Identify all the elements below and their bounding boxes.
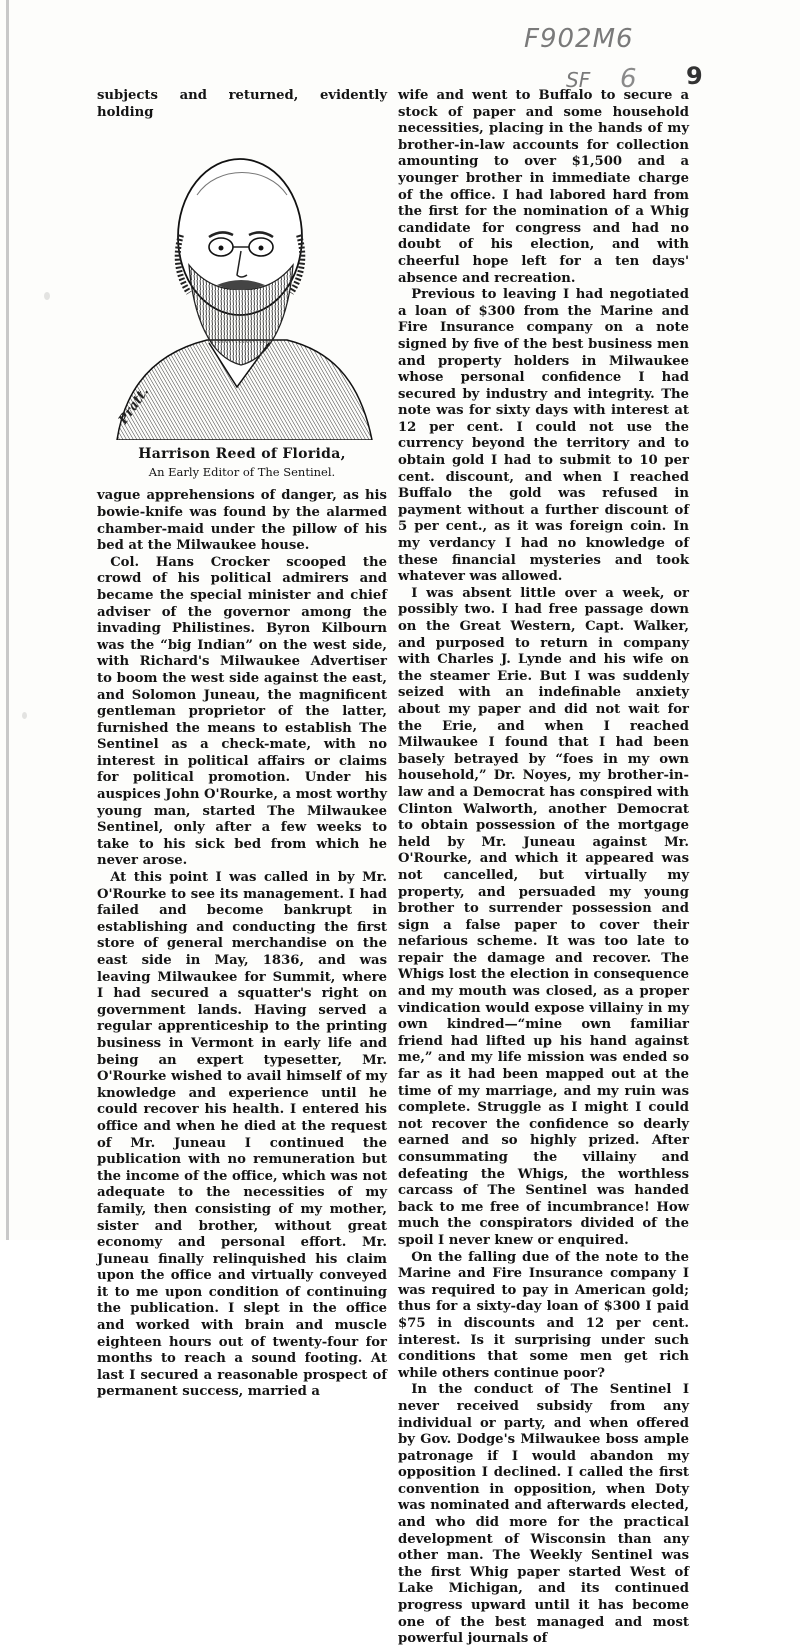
portrait-illustration [97, 125, 383, 440]
page-number-annotation: 9 [686, 62, 703, 90]
caption-title: Harrison Reed of Florida, [138, 446, 346, 463]
article-paragraph: On the falling due of the note to the Marine and Fire Insurance company I was required to pay in American gold; thus for a sixty-day loan of $300 I paid $75 in discounts and 12 per cent. interest. Is it surprising under such conditions that some men get rich while others continue poor? [398, 1249, 689, 1381]
article-paragraph: subjects and returned, evidently holding [97, 88, 387, 120]
article-paragraph: Col. Hans Crocker scooped the crowd of his political admirers and became the special minister and chief adviser of the governor among the invading Philistines. Byron Kilbourn was the “big Indian” on the west side, with Richard's Milwaukee Advertiser to boom the west side against the east, and Solomon Juneau, the magnificent gentleman proprietor of the latter, furnished the means to establish The Sentinel as a check-mate, with no interest in political affairs or claims for political promotion. Under his auspices John O'Rourke, a most worthy young man, started The Milwaukee Sentinel, only after a few weeks to take to his sick bed from which he never arose. [97, 554, 387, 869]
archive-number-annotation: 6 [620, 64, 637, 94]
archive-code-annotation: F902M6 [524, 24, 634, 54]
article-paragraph: Previous to leaving I had negotiated a loan of $300 from the Marine and Fire Insurance company on a note signed by five of the best business men and property holders in Milwaukee whose personal confidence I had secured by industry and integrity. The note was for sixty days with interest at 12 per cent. I could not use the currency beyond the territory and to obtain gold I had to submit to 10 per cent. discount, and when I reached Buffalo the gold was refused in payment without a further discount of 5 per cent., as it was foreign coin. In my verdancy I had no knowledge of these financial mysteries and took whatever was allowed. [398, 287, 689, 585]
article-right-column [398, 88, 689, 1648]
article-paragraph: I was absent little over a week, or possibly two. I had free passage down on the Great Western, Capt. Walker, and purposed to return in company with Charles J. Lynde and his wife on the steamer Erie. But I was suddenly seized with an indefinable anxiety about my paper and did not wait for the Erie, and when I reached Milwaukee I found that I had been basely betrayed by “foes in my own household,” Dr. Noyes, my brother-in-law and a Democrat has conspired with Clinton Walworth, another Democrat to obtain possession of the mortgage held by Mr. Juneau against Mr. O'Rourke, and which it appeared was not cancelled, but virtually my property, and persuaded my young brother to surrender possession and sign a false paper to cover their nefarious scheme. It was too late to repair the damage and recover. The Whigs lost the election in consequence and my mouth was closed, as a proper vindication would expose villainy in my own kindred—“mine own familiar friend had lifted up his hand against me,” and my life mission was ended so far as it had been mapped out at the time of my marriage, and my ruin was complete. Struggle as I might I could not recover the confidence so dearly earned and so highly prized. After consummating the villainy and defeating the Whigs, the worthless carcass of The Sentinel was handed back to me free of incumbrance! How much the conspirators divided of the spoil I never knew or enquired. [398, 585, 689, 1248]
portrait-engraving [97, 125, 383, 440]
ink-spot [22, 712, 27, 719]
ink-spot [44, 292, 50, 300]
caption-subtitle: An Early Editor of The Sentinel. [148, 464, 336, 479]
archive-sub-annotation: SF [566, 68, 591, 92]
article-paragraph: In the conduct of The Sentinel I never received subsidy from any individual or party, and when offered by Gov. Dodge's Milwaukee boss ample patronage if I would abandon my opposition I declined. I called the first convention in opposition, when Doty was nominated and afterwards elected, and who did more for the practical development of Wisconsin than any other man. The Weekly Sentinel was the first Whig paper started West of Lake Michigan, and its continued progress upward until it has become one of the best managed and most powerful journals of [398, 1382, 689, 1647]
artist-signature: Pratt. [115, 384, 153, 428]
article-left-column [97, 88, 387, 1401]
portrait-caption [97, 446, 387, 480]
article-paragraph: At this point I was called in by Mr. O'Rourke to see its management. I had failed and become bankrupt in establishing and conducting the first store of general merchandise on the east side in May, 1836, and was leaving Milwaukee for Summit, where I had secured a squatter's right on government lands. Having served a regular apprenticeship to the printing business in Vermont in early life and being an expert typesetter, Mr. O'Rourke wished to avail himself of my knowledge and experience until he could recover his health. I entered his office and when he died at the request of Mr. Juneau I continued the publication with no remuneration but the income of the office, which was not adequate to the necessities of my family, then consisting of my mother, sister and brother, without great economy and personal effort. Mr. Juneau finally relinquished his claim upon the office and virtually conveyed it to me upon condition of continuing the publication. I slept in the office and worked with brain and muscle eighteen hours out of twenty-four for months to reach a sound footing. At last I secured a reasonable prospect of permanent success, married a [97, 870, 387, 1400]
article-paragraph: vague apprehensions of danger, as his bowie-knife was found by the alarmed chamber-maid under the pillow of his bed at the Milwaukee house. [97, 488, 387, 554]
article-paragraph: wife and went to Buffalo to secure a stock of paper and some household necessities, placing in the hands of my brother-in-law accounts for collection amounting to over $1,500 and a younger brother in immediate charge of the office. I had labored hard from the first for the nomination of a Whig candidate for congress and had no doubt of his election, and with cheerful hope left for a ten days' absence and recreation. [398, 88, 689, 286]
